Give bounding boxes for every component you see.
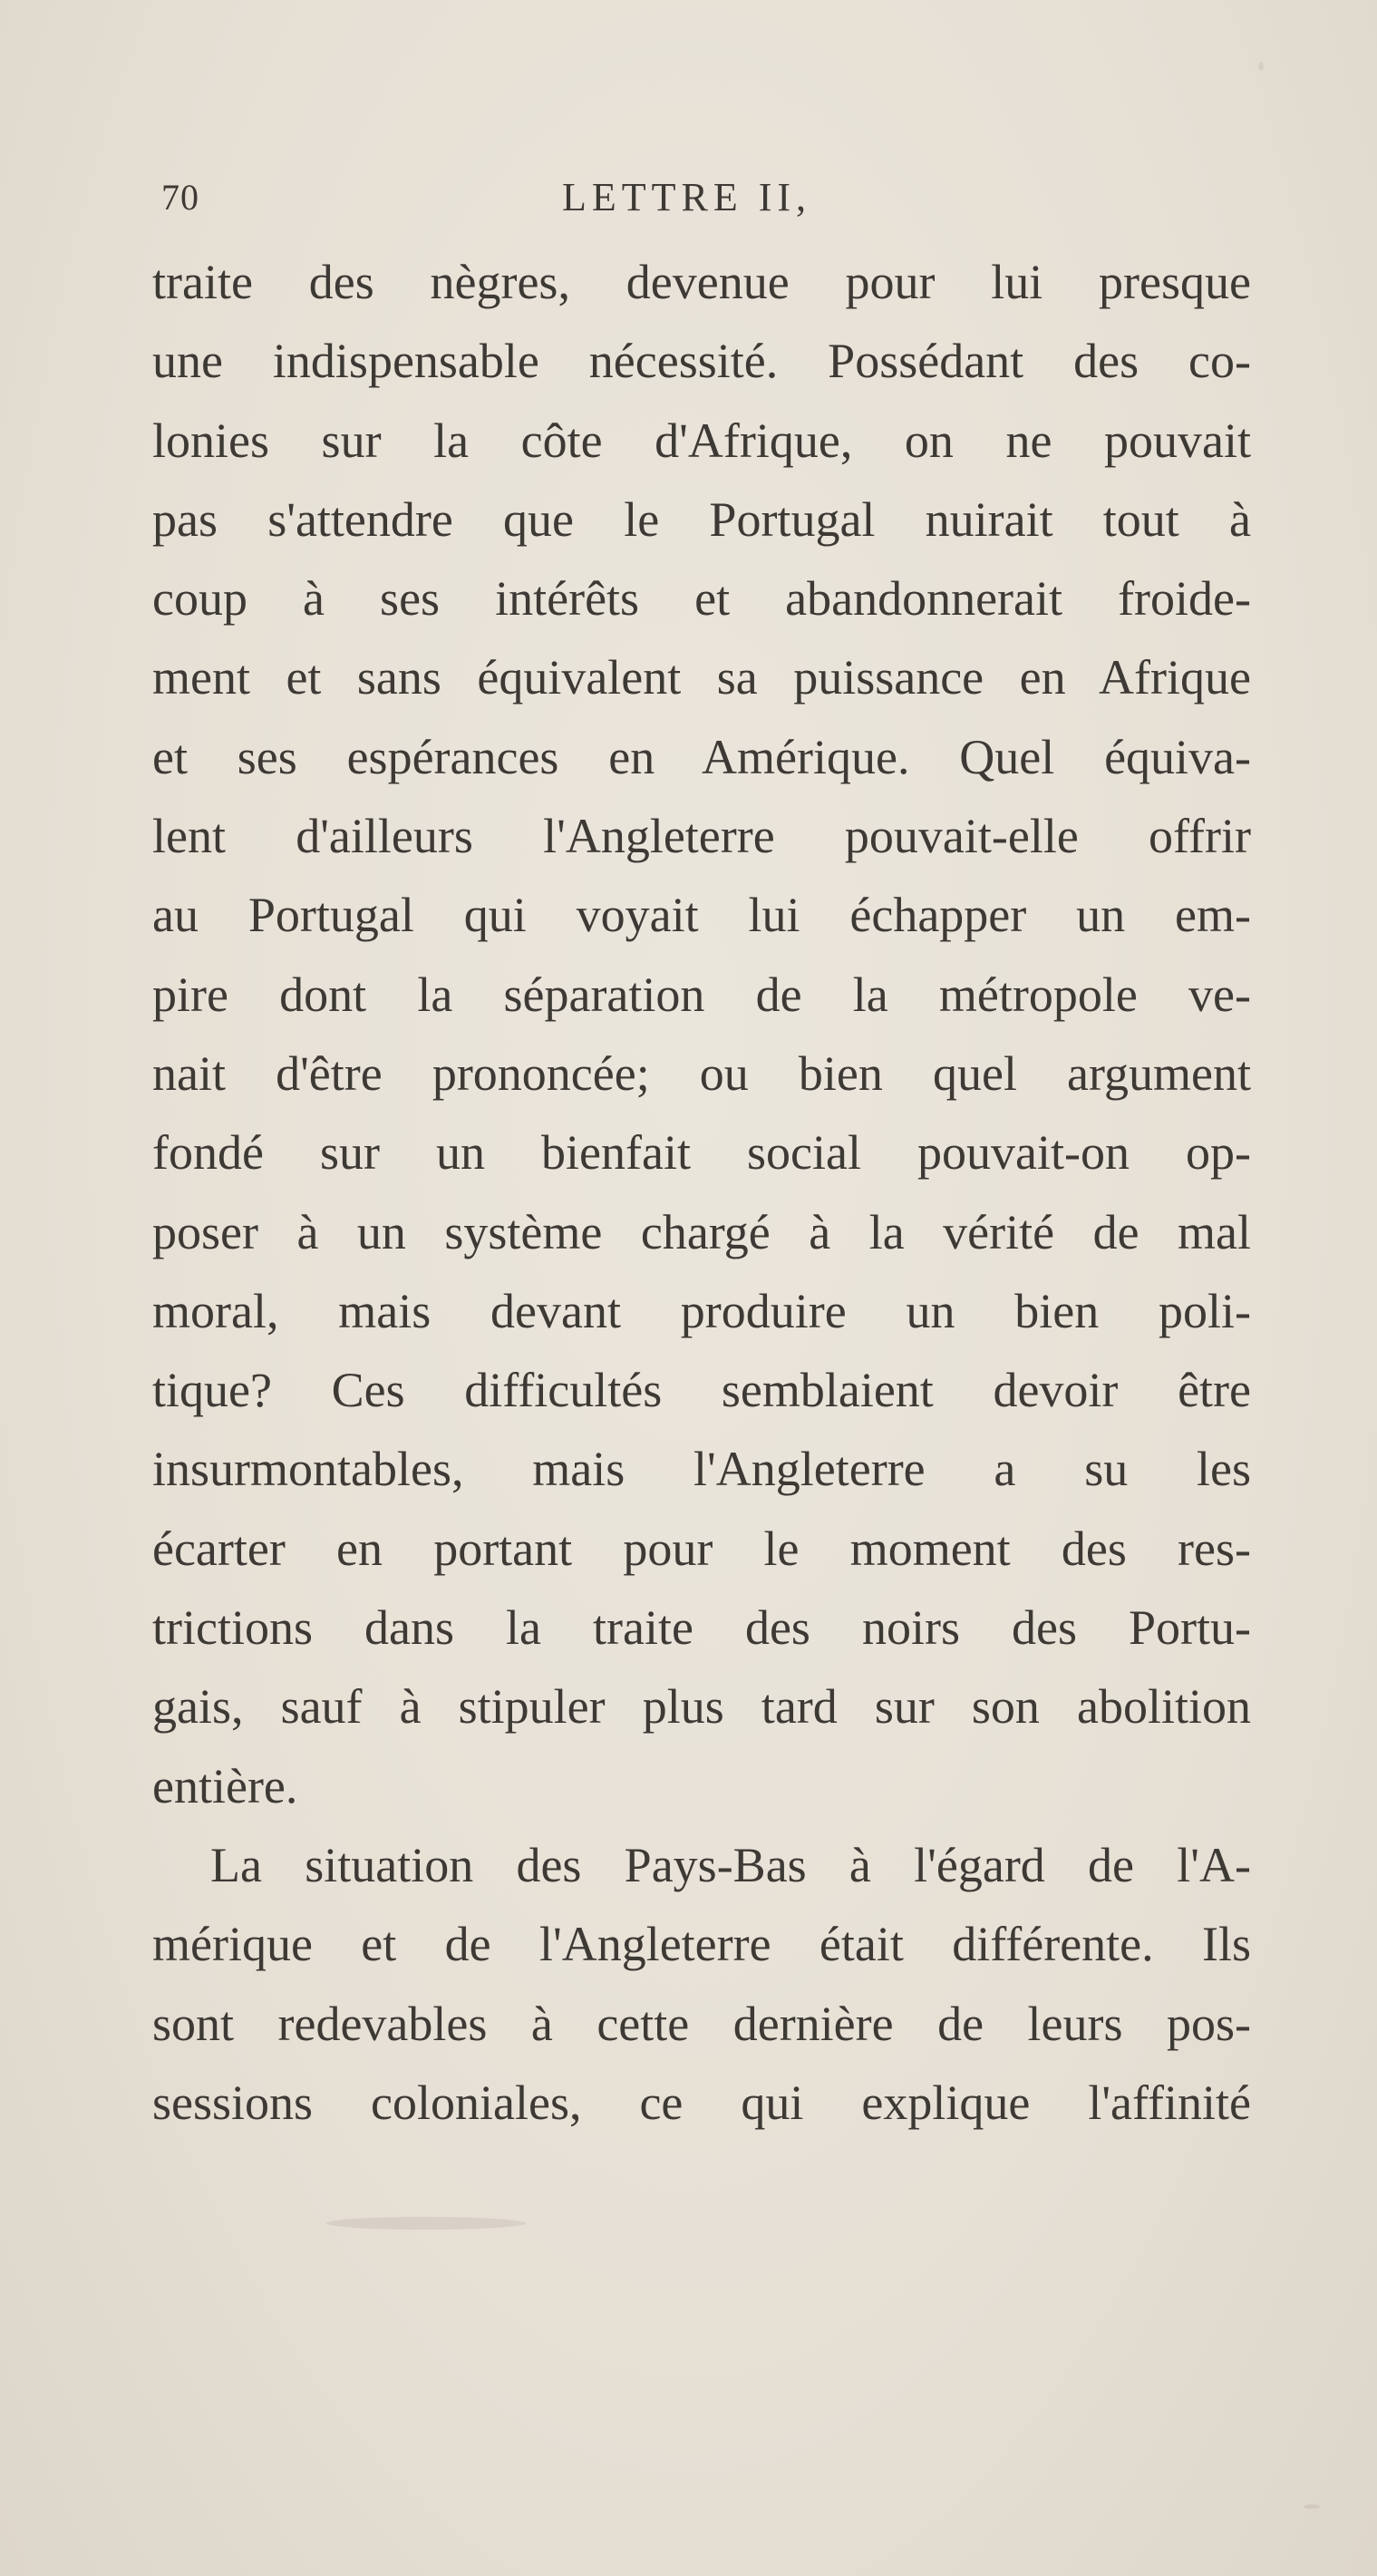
text-line: poser à un système chargé à la vérité de mal — [152, 1204, 1251, 1259]
text-line: gais, sauf à stipuler plus tard sur son abolition — [152, 1679, 1251, 1735]
text-line: traite des nègres, devenue pour lui presque — [152, 255, 1251, 309]
text-line: lonies sur la côte d'Afrique, on ne pouvait — [152, 413, 1251, 468]
text-line: pire dont la séparation de la métropole ve- — [152, 967, 1251, 1022]
text-line: coup à ses intérêts et abandonnerait froide- — [152, 571, 1251, 627]
text-line: insurmontables, mais l'Angleterre a su les — [152, 1442, 1251, 1497]
paper-spot — [1304, 2504, 1320, 2509]
text-line: ment et sans équivalent sa puissance en Afrique — [152, 650, 1251, 705]
running-head: LETTRE II, — [562, 175, 812, 219]
paper-spot — [1258, 62, 1264, 71]
body-text — [152, 243, 1251, 2143]
text-line: et ses espérances en Amérique. Quel équiva- — [152, 729, 1251, 784]
text-line: nait d'être prononcée; ou bien quel argument — [152, 1045, 1251, 1101]
text-line: sont redevables à cette dernière de leurs pos- — [152, 1996, 1251, 2051]
text-line: écarter en portant pour le moment des res- — [152, 1521, 1251, 1576]
text-line: lent d'ailleurs l'Angleterre pouvait-elle offrir — [152, 809, 1251, 864]
text-line: sessions coloniales, ce qui explique l'affinité — [152, 2075, 1251, 2130]
page-number: 70 — [161, 177, 199, 218]
text-line: fondé sur un bienfait social pouvait-on op- — [152, 1125, 1251, 1181]
text-line: pas s'attendre que le Portugal nuirait tout à — [152, 491, 1251, 547]
text-line: trictions dans la traite des noirs des Portu- — [152, 1600, 1251, 1656]
text-line: mérique et de l'Angleterre était différente. Ils — [152, 1917, 1251, 1972]
text-line: au Portugal qui voyait lui échapper un em- — [152, 888, 1251, 943]
text-line: tique? Ces difficultés semblaient devoir être — [152, 1363, 1251, 1418]
text-line: entière. — [152, 1758, 298, 1813]
text-line: une indispensable nécessité. Possédant des co- — [152, 334, 1251, 389]
text-line: moral, mais devant produire un bien poli- — [152, 1283, 1251, 1338]
text-line: La situation des Pays-Bas à l'égard de l'A- — [210, 1837, 1251, 1892]
paper-spot — [326, 2217, 526, 2230]
page-header — [154, 170, 1260, 225]
